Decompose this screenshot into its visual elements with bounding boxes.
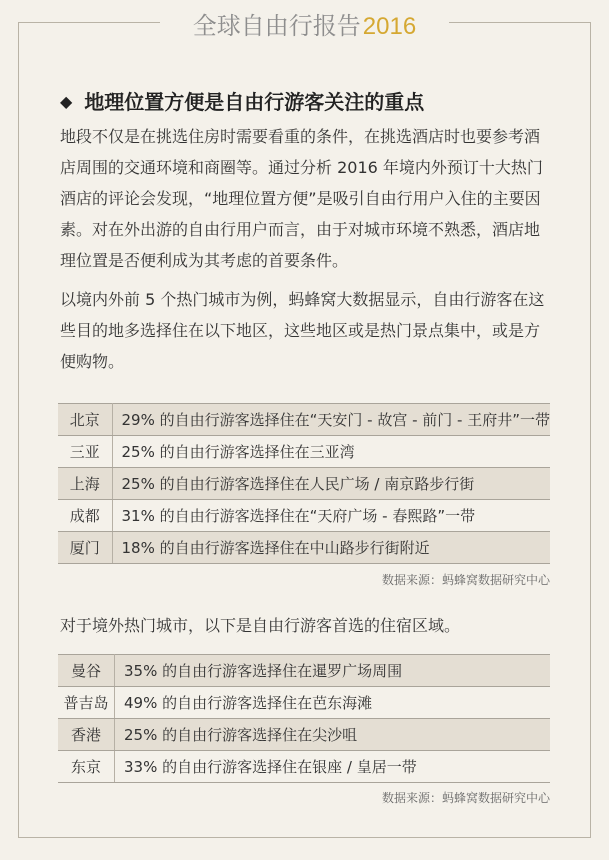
stay-area-cell: 18% 的自由行游客选择住在中山路步行街附近 [112, 532, 550, 564]
domestic-cities-table [58, 403, 550, 564]
city-cell: 普吉岛 [58, 687, 115, 719]
city-cell: 上海 [58, 468, 112, 500]
city-cell: 曼谷 [58, 655, 115, 687]
table-row [58, 468, 550, 500]
stay-area-cell: 31% 的自由行游客选择住在“天府广场 - 春熙路”一带 [112, 500, 550, 532]
overseas-cities-table [58, 654, 550, 783]
table-row [58, 751, 550, 783]
stay-area-cell: 25% 的自由行游客选择住在尖沙咀 [115, 719, 551, 751]
domestic-intro-paragraph: 以境内外前 5 个热门城市为例，蚂蜂窝大数据显示，自由行游客在这些目的地多选择住在以下地区，这些地区或是热门景点集中，或是方便购物。 [60, 290, 545, 371]
table-row [58, 687, 550, 719]
table-row [58, 719, 550, 751]
stay-area-cell: 35% 的自由行游客选择住在暹罗广场周围 [115, 655, 551, 687]
diamond-bullet-icon: ◆ [60, 92, 73, 111]
stay-area-cell: 29% 的自由行游客选择住在“天安门 - 故宫 - 前门 - 王府井”一带 [112, 404, 550, 436]
table-row [58, 436, 550, 468]
stay-area-cell: 25% 的自由行游客选择住在三亚湾 [112, 436, 550, 468]
stay-area-cell: 49% 的自由行游客选择住在芭东海滩 [115, 687, 551, 719]
section-heading [60, 87, 424, 117]
table-row [58, 500, 550, 532]
report-title-text: 全球自由行报告 [192, 12, 361, 40]
stay-area-cell: 33% 的自由行游客选择住在银座 / 皇居一带 [115, 751, 551, 783]
city-cell: 北京 [58, 404, 112, 436]
stay-area-cell: 25% 的自由行游客选择住在人民广场 / 南京路步行街 [112, 468, 550, 500]
report-title [160, 10, 449, 42]
report-year: 2016 [362, 13, 417, 40]
domestic-source-note: 数据来源：蚂蜂窝数据研究中心 [381, 573, 550, 587]
city-cell: 成都 [58, 500, 112, 532]
overseas-source-note: 数据来源：蚂蜂窝数据研究中心 [381, 791, 550, 805]
section-heading-text: 地理位置方便是自由行游客关注的重点 [84, 90, 425, 114]
intro-paragraph: 地段不仅是在挑选住房时需要看重的条件，在挑选酒店时也要参考酒店周围的交通环境和商圈等。通过分析 2016 年境内外预订十大热门酒店的评论会发现，“地理位置方便”是吸引自由行用户入住的主要因素。对在外出游的自由行用户而言，由于对城市环境不熟悉，酒店地理位置是否便利成为其考虑的首要条件。 [60, 127, 543, 270]
table-row [58, 655, 550, 687]
city-cell: 东京 [58, 751, 115, 783]
table-row [58, 404, 550, 436]
overseas-intro-paragraph: 对于境外热门城市，以下是自由行游客首选的住宿区域。 [60, 616, 461, 635]
table-row [58, 532, 550, 564]
city-cell: 三亚 [58, 436, 112, 468]
city-cell: 厦门 [58, 532, 112, 564]
city-cell: 香港 [58, 719, 115, 751]
